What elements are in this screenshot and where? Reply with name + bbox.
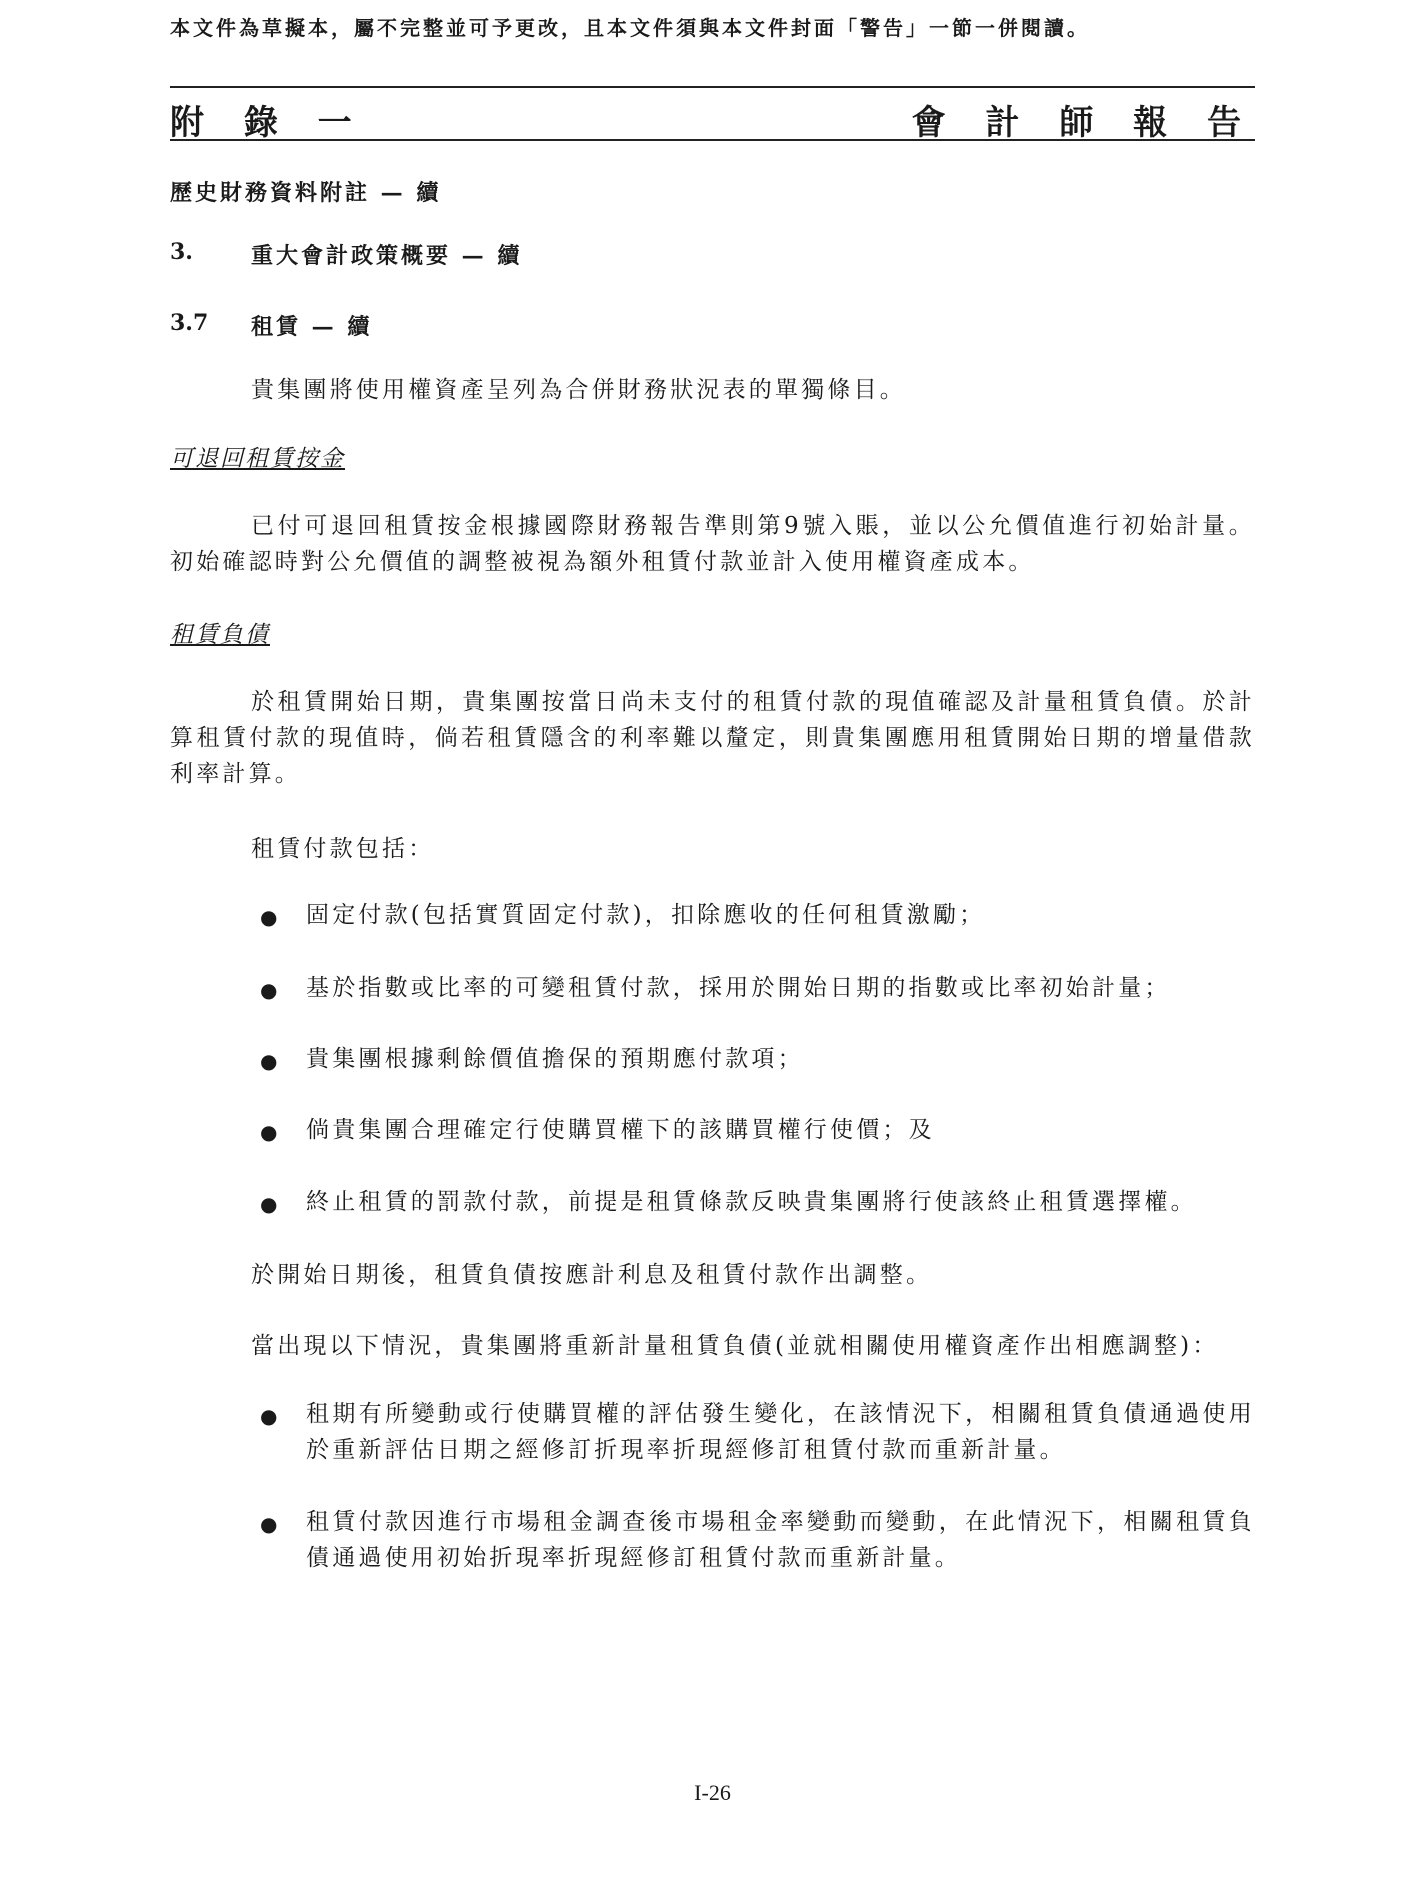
page-subtitle: 歷史財務資料附註 — 續 [170, 180, 442, 206]
draft-warning: 本文件為草擬本，屬不完整並可予更改，且本文件須與本文件封面「警告」一節一併閱讀。 [170, 16, 1090, 40]
document-page [170, 0, 1255, 1881]
section-title: 重大會計政策概要 — 續 [251, 243, 523, 269]
remeasure-item: 租期有所變動或行使購買權的評估發生變化，在該情況下，相關租賃負債通過使用於重新評估日期之經修訂折現率折現經修訂租賃付款而重新計量。 [306, 1401, 1255, 1463]
subsection-number: 3.7 [170, 310, 209, 336]
bullet-icon: ● [260, 1049, 278, 1073]
payments-intro: 租賃付款包括： [251, 836, 435, 862]
header-rule-bottom [170, 139, 1255, 141]
deposits-heading: 可退回租賃按金 [170, 446, 345, 472]
bullet-icon: ● [260, 1192, 278, 1216]
liabilities-paragraph: 於租賃開始日期，貴集團按當日尚未支付的租賃付款的現值確認及計量租賃負債。於計算租賃付款的現值時，倘若租賃隱含的利率難以釐定，則貴集團應用租賃開始日期的增量借款利率計算。 [170, 689, 1255, 787]
intro-line: 貴集團將使用權資產呈列為合併財務狀況表的單獨條目。 [251, 377, 906, 403]
payment-item: 終止租賃的罰款付款，前提是租賃條款反映貴集團將行使該終止租賃選擇權。 [306, 1189, 1197, 1215]
bullet-icon: ● [260, 978, 278, 1002]
page-number: I-26 [694, 1780, 731, 1805]
remeasure-intro: 當出現以下情況，貴集團將重新計量租賃負債(並就相關使用權資產作出相應調整)： [251, 1333, 1219, 1359]
liabilities-heading: 租賃負債 [170, 622, 270, 648]
report-title: 會 計 師 報 告 [911, 103, 1255, 143]
after-commencement-line: 於開始日期後，租賃負債按應計利息及租賃付款作出調整。 [251, 1262, 933, 1288]
bullet-icon: ● [260, 1120, 278, 1144]
payment-item: 貴集團根據剩餘價值擔保的預期應付款項； [306, 1046, 804, 1072]
remeasure-item: 租賃付款因進行市場租金調查後市場租金率變動而變動，在此情況下，相關租賃負債通過使用初始折現率折現經修訂租賃付款而重新計量。 [306, 1509, 1255, 1571]
section-number: 3. [170, 239, 193, 265]
appendix-label: 附 錄 一 [170, 103, 366, 143]
bullet-icon: ● [260, 905, 278, 929]
header-rule-top [170, 86, 1255, 88]
bullet-icon: ● [260, 1404, 278, 1428]
bullet-icon: ● [260, 1512, 278, 1536]
payment-item: 基於指數或比率的可變租賃付款，採用於開始日期的指數或比率初始計量； [306, 975, 1171, 1001]
deposits-paragraph: 已付可退回租賃按金根據國際財務報告準則第9號入賬，並以公允價值進行初始計量。初始確認時對公允價值的調整被視為額外租賃付款並計入使用權資產成本。 [170, 513, 1255, 575]
payment-item: 倘貴集團合理確定行使購買權下的該購買權行使價；及 [306, 1117, 935, 1143]
subsection-title: 租賃 — 續 [251, 314, 373, 340]
payment-item: 固定付款(包括實質固定付款)，扣除應收的任何租賃激勵； [306, 902, 986, 928]
